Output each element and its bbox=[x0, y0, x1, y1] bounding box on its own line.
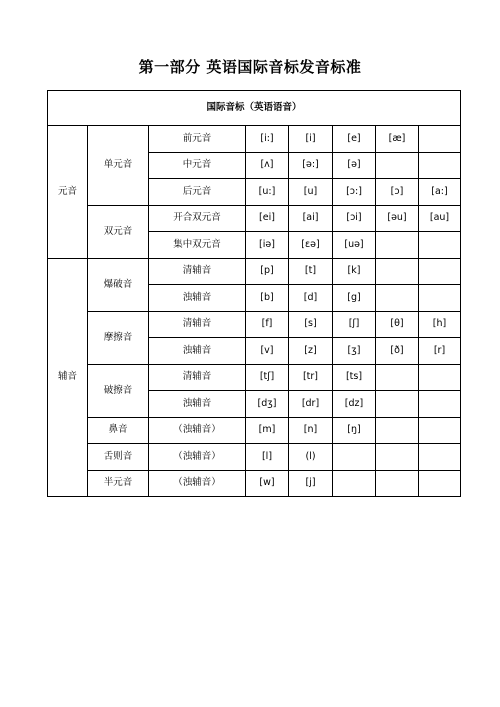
symbol-cell bbox=[376, 470, 419, 497]
symbol-cell bbox=[419, 126, 461, 153]
symbol-cell: [i] bbox=[289, 126, 333, 153]
subgroup-nasal: 鼻音 bbox=[88, 417, 149, 444]
symbol-cell bbox=[419, 364, 461, 391]
symbol-cell bbox=[376, 285, 419, 312]
symbol-cell: [ts] bbox=[333, 364, 376, 391]
row-label: 浊辅音 bbox=[149, 391, 246, 418]
page-title: 第一部分 英语国际音标发音标准 bbox=[138, 58, 362, 76]
subgroup-plosive: 爆破音 bbox=[88, 258, 149, 311]
table-row bbox=[48, 417, 461, 444]
symbol-cell: [i:] bbox=[246, 126, 289, 153]
symbol-cell: [ɔ] bbox=[376, 179, 419, 206]
symbol-cell: [u] bbox=[289, 179, 333, 206]
symbol-cell: [ai] bbox=[289, 205, 333, 232]
symbol-cell: [ɛə] bbox=[289, 232, 333, 259]
symbol-cell: [ʃ] bbox=[333, 311, 376, 338]
ipa-table bbox=[47, 90, 461, 497]
symbol-cell bbox=[419, 285, 461, 312]
symbol-cell: [iə] bbox=[246, 232, 289, 259]
table-row bbox=[48, 126, 461, 153]
symbol-cell: [ʒ] bbox=[333, 338, 376, 365]
symbol-cell: [ɔ:] bbox=[333, 179, 376, 206]
symbol-cell: [p] bbox=[246, 258, 289, 285]
symbol-cell bbox=[376, 417, 419, 444]
table-header: 国际音标（英语语音） bbox=[48, 91, 461, 126]
symbol-cell: [v] bbox=[246, 338, 289, 365]
row-label: 浊辅音 bbox=[149, 338, 246, 365]
group-vowel: 元音 bbox=[48, 126, 88, 259]
symbol-cell: [s] bbox=[289, 311, 333, 338]
symbol-cell: [e] bbox=[333, 126, 376, 153]
row-label: 中元音 bbox=[149, 152, 246, 179]
symbol-cell bbox=[376, 232, 419, 259]
symbol-cell bbox=[376, 444, 419, 471]
symbol-cell bbox=[419, 470, 461, 497]
symbol-cell: [a:] bbox=[419, 179, 461, 206]
symbol-cell bbox=[419, 391, 461, 418]
symbol-cell: [au] bbox=[419, 205, 461, 232]
row-label: 集中双元音 bbox=[149, 232, 246, 259]
symbol-cell bbox=[419, 258, 461, 285]
symbol-cell bbox=[333, 470, 376, 497]
table-header-row bbox=[48, 91, 461, 126]
symbol-cell: [l] bbox=[246, 444, 289, 471]
row-label: 清辅音 bbox=[149, 364, 246, 391]
symbol-cell: [n] bbox=[289, 417, 333, 444]
table-row bbox=[48, 364, 461, 391]
symbol-cell: [θ] bbox=[376, 311, 419, 338]
symbol-cell: [æ] bbox=[376, 126, 419, 153]
symbol-cell: [m] bbox=[246, 417, 289, 444]
symbol-cell: [w] bbox=[246, 470, 289, 497]
row-label: （浊辅音） bbox=[149, 444, 246, 471]
symbol-cell: [tʃ] bbox=[246, 364, 289, 391]
symbol-cell: [h] bbox=[419, 311, 461, 338]
symbol-cell: [ʌ] bbox=[246, 152, 289, 179]
row-label: 开合双元音 bbox=[149, 205, 246, 232]
row-label: 清辅音 bbox=[149, 258, 246, 285]
symbol-cell: [dʒ] bbox=[246, 391, 289, 418]
subgroup-lateral: 舌则音 bbox=[88, 444, 149, 471]
symbol-cell: [ə] bbox=[333, 152, 376, 179]
row-label: 后元音 bbox=[149, 179, 246, 206]
symbol-cell: [dz] bbox=[333, 391, 376, 418]
symbol-cell: [əu] bbox=[376, 205, 419, 232]
symbol-cell: [u:] bbox=[246, 179, 289, 206]
subgroup-diphthong: 双元音 bbox=[88, 205, 149, 258]
subgroup-semivowel: 半元音 bbox=[88, 470, 149, 497]
row-label: 浊辅音 bbox=[149, 285, 246, 312]
symbol-cell: [j] bbox=[289, 470, 333, 497]
symbol-cell: [ð] bbox=[376, 338, 419, 365]
symbol-cell: (l) bbox=[289, 444, 333, 471]
symbol-cell: [r] bbox=[419, 338, 461, 365]
symbol-cell: [k] bbox=[333, 258, 376, 285]
symbol-cell: [uə] bbox=[333, 232, 376, 259]
row-label: （浊辅音） bbox=[149, 417, 246, 444]
table-row bbox=[48, 205, 461, 232]
symbol-cell bbox=[419, 444, 461, 471]
symbol-cell bbox=[333, 444, 376, 471]
symbol-cell: [dr] bbox=[289, 391, 333, 418]
row-label: 清辅音 bbox=[149, 311, 246, 338]
symbol-cell bbox=[376, 152, 419, 179]
symbol-cell: [b] bbox=[246, 285, 289, 312]
symbol-cell: [z] bbox=[289, 338, 333, 365]
row-label: （浊辅音） bbox=[149, 470, 246, 497]
subgroup-affricate: 破擦音 bbox=[88, 364, 149, 417]
subgroup-monophthong: 单元音 bbox=[88, 126, 149, 206]
symbol-cell bbox=[419, 152, 461, 179]
symbol-cell bbox=[376, 391, 419, 418]
table-row bbox=[48, 311, 461, 338]
symbol-cell: [ei] bbox=[246, 205, 289, 232]
row-label: 前元音 bbox=[149, 126, 246, 153]
symbol-cell: [ə:] bbox=[289, 152, 333, 179]
table-row bbox=[48, 444, 461, 471]
subgroup-fricative: 摩擦音 bbox=[88, 311, 149, 364]
symbol-cell bbox=[376, 258, 419, 285]
symbol-cell: [tr] bbox=[289, 364, 333, 391]
symbol-cell: [f] bbox=[246, 311, 289, 338]
group-consonant: 辅音 bbox=[48, 258, 88, 497]
symbol-cell: [ŋ] bbox=[333, 417, 376, 444]
table-row bbox=[48, 470, 461, 497]
symbol-cell: [t] bbox=[289, 258, 333, 285]
symbol-cell: [d] bbox=[289, 285, 333, 312]
symbol-cell: [g] bbox=[333, 285, 376, 312]
symbol-cell bbox=[376, 364, 419, 391]
symbol-cell bbox=[419, 417, 461, 444]
table-row bbox=[48, 258, 461, 285]
symbol-cell: [ɔi] bbox=[333, 205, 376, 232]
symbol-cell bbox=[419, 232, 461, 259]
